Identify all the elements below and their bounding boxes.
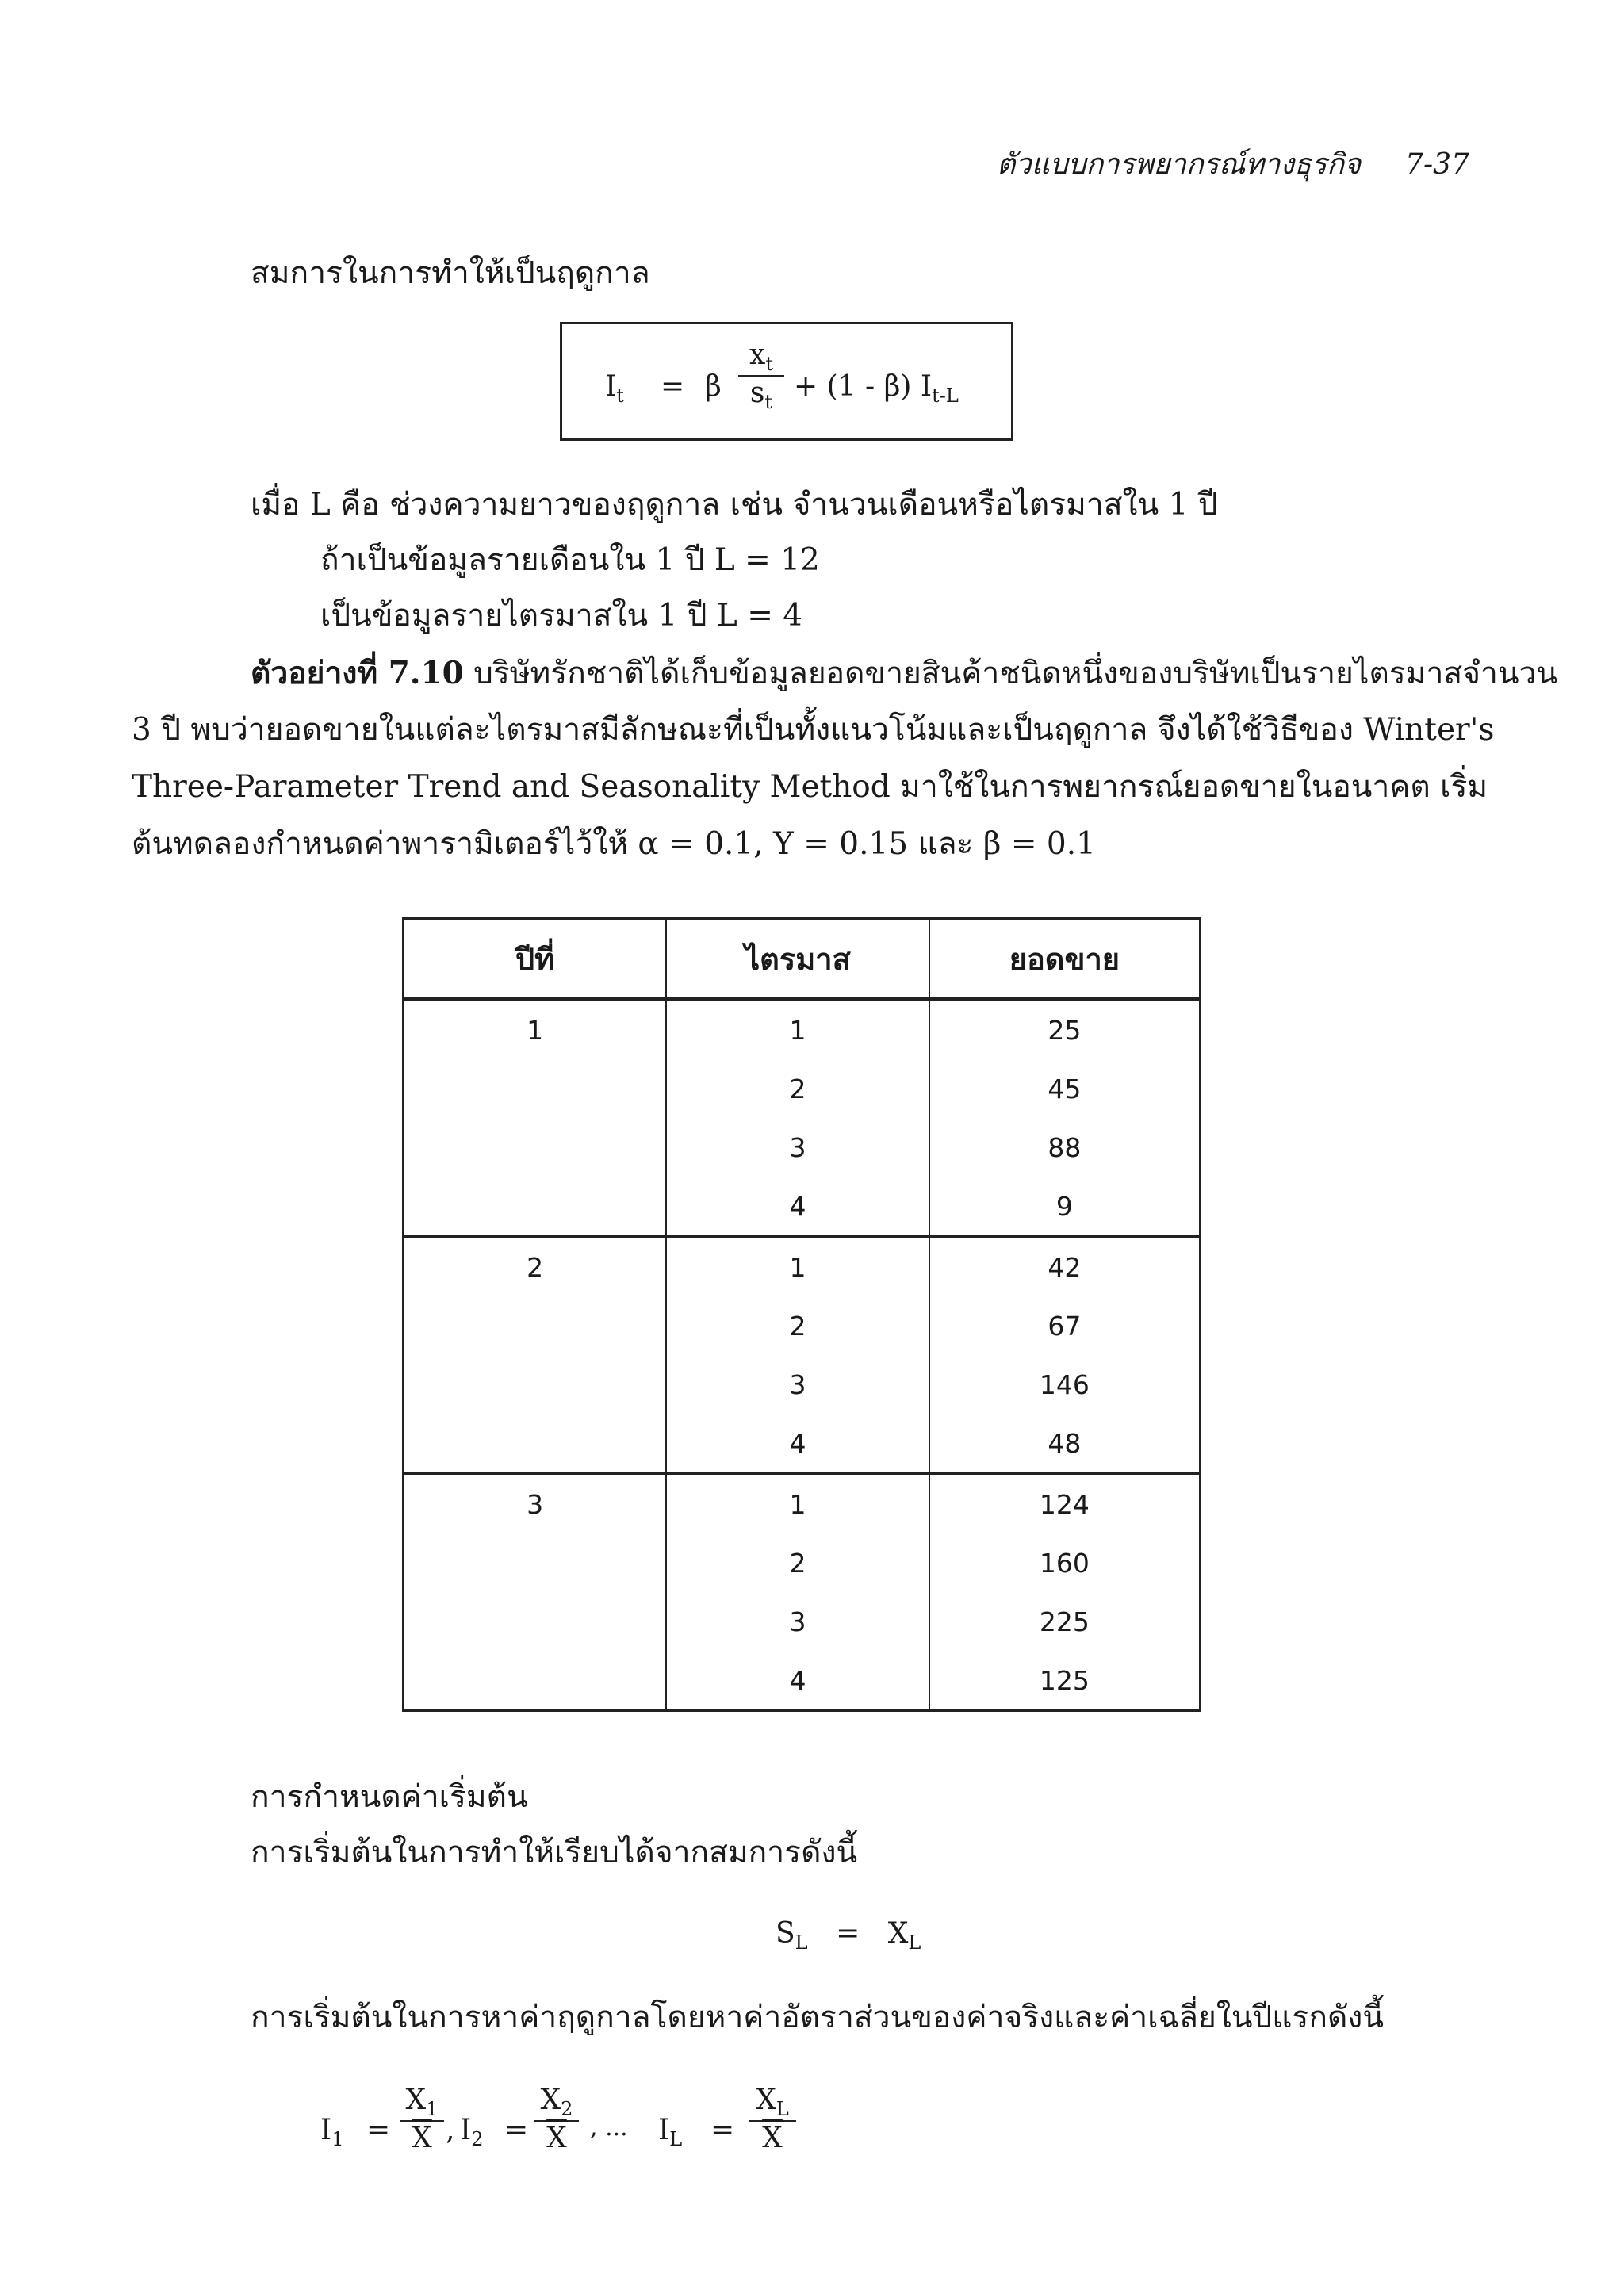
col-quarter: ไตรมาส xyxy=(666,919,929,1000)
example-line-2: 3 ปี พบว่ายอดขายในแต่ละไตรมาสมีลักษณะที่เป็นทั้งแนวโน้มและเป็นฤดูกาล จึงได้ใช้วิธีของ Winter's xyxy=(132,712,1495,748)
col-year: ปีที่ xyxy=(404,919,667,1000)
i2-term: $I_2$ xyxy=(460,2114,484,2151)
where-line-2: ถ้าเป็นข้อมูลรายเดือนใน 1 ปี L = 12 xyxy=(320,542,820,578)
example-line-3: Three-Parameter Trend and Seasonality Method มาใช้ในการพยากรณ์ยอดขายในอนาคต เริ่ม xyxy=(132,769,1488,805)
table-row: 2 1 42 xyxy=(404,1237,1201,1297)
page-number: 7-37 xyxy=(1405,148,1469,181)
table-row: 2 67 xyxy=(404,1296,1201,1355)
i2-fraction: $\frac{X_2}{X}$ xyxy=(534,2084,579,2154)
table-row: 2 160 xyxy=(404,1533,1201,1592)
table-row: 4 48 xyxy=(404,1414,1201,1474)
table-row: 3 225 xyxy=(404,1592,1201,1651)
ellipsis: , ... xyxy=(590,2114,628,2142)
eq-numerator: $x_t$ xyxy=(738,339,784,377)
init-heading: การกำหนดค่าเริ่มต้น xyxy=(251,1779,528,1815)
where-line-3: เป็นข้อมูลรายไตรมาสใน 1 ปี L = 4 xyxy=(320,598,803,634)
seasonal-equation-box xyxy=(560,322,1013,441)
eq-beta: β xyxy=(705,370,722,403)
i1-equals: = xyxy=(366,2114,391,2146)
init-smoothing-text: การเริ่มต้นในการทำให้เรียบได้จากสมการดังนี้ xyxy=(251,1835,858,1870)
table-row: 3 1 124 xyxy=(404,1474,1201,1534)
i1-term: $I_1$ xyxy=(320,2114,344,2151)
sl-equation: $S_L = X_L$ xyxy=(776,1917,921,1954)
col-sales: ยอดขาย xyxy=(929,919,1201,1000)
header-title: ตัวแบบการพยากรณ์ทางธุรกิจ xyxy=(996,148,1362,181)
il-equals: = xyxy=(710,2114,735,2146)
example-label: ตัวอย่างที่ 7.10 xyxy=(251,655,464,691)
i2-equals: = xyxy=(504,2114,529,2146)
example-line-1: ตัวอย่างที่ 7.10 บริษัทรักชาติได้เก็บข้อมูลยอดขายสินค้าชนิดหนึ่งของบริษัทเป็นรายไตรมาสจำนวน xyxy=(251,655,1558,691)
intro-text: สมการในการทำให้เป็นฤดูกาล xyxy=(251,255,650,291)
il-fraction: $\frac{X_L}{X}$ xyxy=(749,2084,796,2154)
example-line-4: ต้นทดลองกำหนดค่าพารามิเตอร์ไว้ให้ α = 0.1, Υ = 0.15 และ β = 0.1 xyxy=(132,826,1096,862)
comma: , xyxy=(446,2114,455,2146)
il-term: $I_L$ xyxy=(658,2114,683,2151)
init-seasonal-text: การเริ่มต้นในการหาค่าฤดูกาลโดยหาค่าอัตราส่วนของค่าจริงและค่าเฉลี่ยในปีแรกดังนี้ xyxy=(251,2000,1384,2035)
table-header-row xyxy=(404,919,1201,1000)
table-row: 2 45 xyxy=(404,1059,1201,1118)
eq-denominator: $s_t$ xyxy=(749,377,773,414)
eq-rest: + (1 - β) $I_{t-L}$ xyxy=(794,370,959,408)
where-line-1: เมื่อ L คือ ช่วงความยาวของฤดูกาล เช่น จำนวนเดือนหรือไตรมาสใน 1 ปี xyxy=(251,487,1218,523)
eq-equals: = xyxy=(661,370,685,403)
seasonal-init-equation xyxy=(320,2077,891,2180)
table-row: 1 1 25 xyxy=(404,999,1201,1059)
table-row: 4 125 xyxy=(404,1651,1201,1711)
sales-table xyxy=(402,917,1201,1712)
running-header xyxy=(997,141,1469,186)
table-row: 4 9 xyxy=(404,1177,1201,1237)
eq-fraction xyxy=(738,339,784,413)
eq-lhs: $I_t$ xyxy=(605,370,624,408)
table-row: 3 88 xyxy=(404,1118,1201,1177)
i1-fraction: $\frac{X_1}{X}$ xyxy=(400,2084,444,2154)
table-row: 3 146 xyxy=(404,1355,1201,1414)
